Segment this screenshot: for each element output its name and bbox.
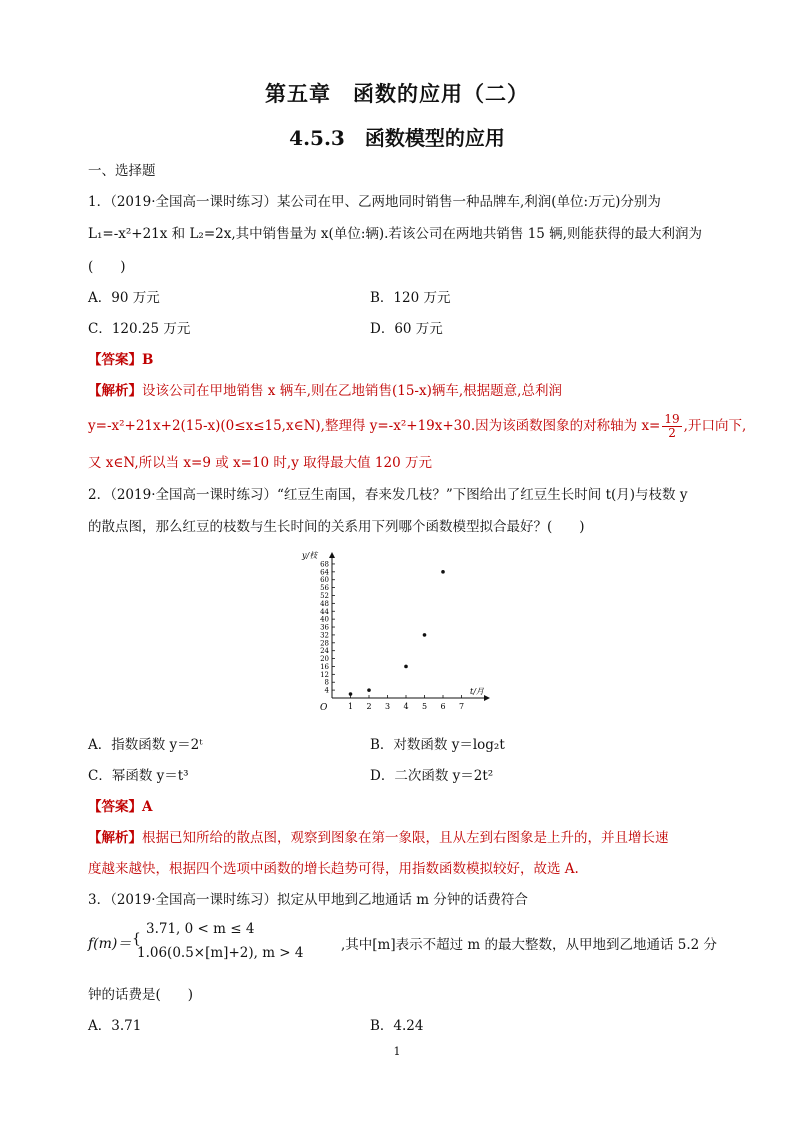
- page-number: 1: [393, 1045, 401, 1058]
- q2-answer: 【答案】A: [88, 799, 153, 815]
- q1-option-c: C．120.25 万元: [88, 321, 191, 337]
- origin-label: O: [320, 703, 328, 713]
- q1-fraction: [662, 413, 681, 440]
- q1-analysis-line-2: [88, 412, 747, 440]
- q1-option-a: A．90 万元: [88, 290, 160, 306]
- q3-piecewise-function: [88, 917, 718, 967]
- section-type: 一、选择题: [88, 163, 156, 179]
- q1-option-d: D．60 万元: [370, 321, 443, 337]
- y-tick-label: 28: [320, 639, 329, 648]
- x-tick-label: 4: [403, 702, 409, 711]
- q3-option-a: A．3.71: [88, 1018, 142, 1034]
- y-tick-label: 8: [324, 678, 329, 687]
- y-tick-label: 20: [320, 655, 329, 664]
- y-tick-label: 40: [320, 615, 329, 624]
- q1-analysis-text-2b: ,开口向下,: [683, 418, 747, 434]
- q3-option-b: B．4.24: [370, 1018, 424, 1034]
- q1-fraction-denominator: 2: [668, 426, 676, 440]
- y-tick-label: 68: [320, 560, 329, 569]
- data-points: [349, 570, 445, 696]
- q2-analysis-line-1: [88, 829, 708, 847]
- y-tick-label: 36: [320, 623, 329, 632]
- scatter-plot: [300, 548, 500, 718]
- q3-line-2-tail: ,其中[m]表示不超过 m 的最大整数，从甲地到乙地通话 5.2 分: [341, 937, 718, 953]
- y-tick-label: 52: [320, 591, 329, 600]
- q2-analysis-text-1: 根据已知所给的散点图，观察到图象在第一象限，且从左到右图象是上升的，并且增长速: [142, 830, 669, 846]
- q3-brace: {: [132, 931, 141, 947]
- y-tick-label: 32: [320, 631, 329, 640]
- y-tick-label: 48: [320, 599, 329, 608]
- y-tick-label: 16: [320, 662, 329, 671]
- q3-line-1: 3．（2019·全国高一课时练习）拟定从甲地到乙地通话 m 分钟的话费符合: [88, 892, 528, 908]
- q2-option-c: C．幂函数 y＝t³: [88, 768, 189, 784]
- y-tick-label: 12: [320, 670, 329, 679]
- q3-case-1: 3.71, 0 < m ≤ 4: [146, 921, 255, 937]
- q1-fraction-numerator: 19: [664, 412, 680, 426]
- y-tick-label: 44: [320, 607, 329, 616]
- y-axis-label: y/枝: [302, 551, 318, 560]
- data-point: [441, 570, 445, 574]
- q2-analysis-line-2: 度越来越快，根据四个选项中函数的增长趋势可得，用指数函数模拟较好，故选 A.: [88, 861, 579, 877]
- y-tick-label: 60: [320, 576, 329, 585]
- q2-option-d: D．二次函数 y＝2t²: [370, 768, 494, 784]
- y-tick-label: 64: [320, 568, 329, 577]
- chart-axes: [329, 552, 490, 701]
- q2-analysis-label: 【解析】: [88, 830, 142, 846]
- q1-line-1: 1．（2019·全国高一课时练习）某公司在甲、乙两地同时销售一种品牌车,利润(单位:万元)分别为: [88, 194, 661, 210]
- x-axis-arrow: [484, 695, 490, 701]
- q3-line-3: 钟的话费是( ): [88, 987, 194, 1003]
- y-tick-label: 4: [324, 686, 329, 695]
- q3-case-2: 1.06(0.5×[m]+2), m > 4: [137, 945, 304, 961]
- x-tick-label: 7: [458, 702, 465, 711]
- q1-line-2: L₁=-x²+21x 和 L₂=2x,其中销售量为 x(单位:辆).若该公司在两地共销售 15 辆,则能获得的最大利润为: [88, 226, 702, 242]
- q1-answer: 【答案】B: [88, 352, 154, 368]
- x-tick-label: 2: [366, 702, 372, 711]
- data-point: [349, 692, 353, 696]
- x-tick-label: 3: [384, 702, 391, 711]
- x-axis-ticks: [348, 695, 464, 711]
- q2-line-1: 2．（2019·全国高一课时练习）“红豆生南国，春来发几枝？”下图给出了红豆生长时间 t(月)与枝数 y: [88, 487, 688, 503]
- chapter-title: 第五章 函数的应用（二）: [265, 81, 529, 106]
- q1-analysis-line-3: 又 x∈N,所以当 x=9 或 x=10 时,y 取得最大值 120 万元: [88, 455, 432, 471]
- data-point: [367, 688, 371, 692]
- x-tick-label: 1: [347, 702, 354, 711]
- q3-function-name: f(m)＝: [88, 936, 132, 952]
- y-tick-label: 56: [320, 584, 329, 593]
- q1-analysis-line-1: [88, 382, 708, 400]
- x-tick-label: 5: [421, 702, 428, 711]
- q2-line-2: 的散点图，那么红豆的枝数与生长时间的关系用下列哪个函数模型拟合最好？( ): [88, 519, 585, 535]
- q2-option-a: A．指数函数 y＝2ᵗ: [88, 737, 203, 753]
- y-tick-label: 24: [320, 647, 329, 656]
- y-axis-ticks: [320, 560, 335, 694]
- x-tick-label: 6: [440, 702, 446, 711]
- q2-option-b: B．对数函数 y＝log₂t: [370, 737, 505, 753]
- section-title: 4.5.3 函数模型的应用: [289, 126, 505, 150]
- q1-analysis-text-2a: y=-x²+21x+2(15-x)(0≤x≤15,x∈N),整理得 y=-x²+19x+30.因为该函数图象的对称轴为 x=: [88, 418, 661, 434]
- data-point: [404, 665, 408, 669]
- x-axis-label: t/月: [470, 687, 484, 696]
- data-point: [423, 633, 427, 637]
- q1-line-3: ( ): [88, 259, 126, 275]
- q1-analysis-label: 【解析】: [88, 383, 142, 399]
- y-axis-arrow: [329, 552, 335, 558]
- q1-analysis-text-1: 设该公司在甲地销售 x 辆车,则在乙地销售(15-x)辆车,根据题意,总利润: [142, 383, 562, 399]
- q1-option-b: B．120 万元: [370, 290, 451, 306]
